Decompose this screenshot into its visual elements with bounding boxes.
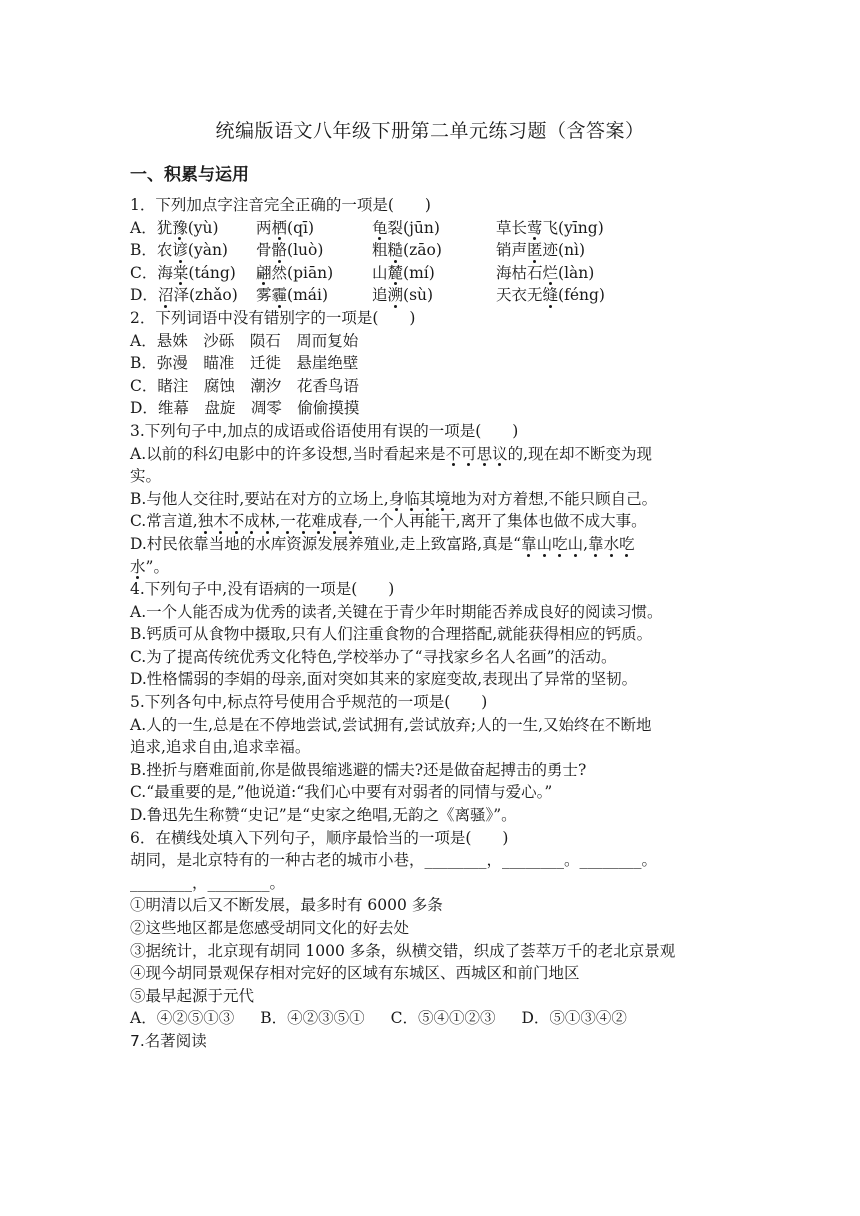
dotted-char: 莺 xyxy=(527,217,543,240)
question-3-option-c: C.常言道,独木不成林,一花难成春,一个人再能干,离开了集体也做不成大事。 xyxy=(130,510,730,533)
question-6-sentence-3: ③据统计，北京现有胡同 1000 多条，纵横交错，织成了荟萃万千的老北京景观 xyxy=(130,941,676,960)
question-5-option-d: D.鲁迅先生称赞“史记”是“史家之绝唱,无韵之《离骚》”。 xyxy=(130,806,517,825)
dotted-char: 山 xyxy=(537,533,553,556)
dotted-char: 糙 xyxy=(388,239,404,262)
question-5-option-a-cont: 追求,追求自由,追求幸福。 xyxy=(130,738,311,757)
question-2-option-c: C．睹注 腐蚀 潮汐 花香鸟语 xyxy=(130,376,359,395)
dotted-phrase xyxy=(198,512,276,530)
question-4-option-c: C.为了提高传统优秀文化特色,学校举办了“寻找家乡名人名画”的活动。 xyxy=(130,647,617,666)
question-1-stem: 1．下列加点字注音完全正确的一项是( ) xyxy=(130,196,431,214)
question-3-option-a: A.以前的科幻电影中的许多设想,当时看起来是不可思议的,现在却不断变为现 xyxy=(130,443,730,466)
dotted-phrase xyxy=(130,558,146,576)
dotted-char: 临 xyxy=(404,488,420,511)
question-1-option-c: C．海棠(táng) 翩然(piān) 山麓(mí) 海枯石烂(làn) xyxy=(130,262,730,285)
dotted-char: 棠 xyxy=(173,262,189,285)
document-title: 统编版语文八年级下册第二单元练习题（含答案） xyxy=(215,120,645,142)
choice-a: A．④②⑤①③ xyxy=(130,1009,235,1028)
dotted-char: 独 xyxy=(198,510,214,533)
dotted-char: 水 xyxy=(130,556,146,579)
question-2-option-d: D．维幕 盘旋 凋零 偷偷摸摸 xyxy=(130,399,360,418)
dotted-char: 翩 xyxy=(256,262,272,285)
question-6-stem: 6．在横线处填入下列句子，顺序最恰当的一项是( ) xyxy=(130,828,509,847)
question-5-option-a: A.人的一生,总是在不停地尝试,尝试拥有,尝试放弃;人的一生,又始终在不断地 xyxy=(130,715,652,734)
question-7-stem: 7.名著阅读 xyxy=(130,1031,207,1050)
dotted-phrase xyxy=(280,512,358,530)
dotted-phrase xyxy=(446,445,508,463)
question-2-option-a: A．悬姝 沙砾 陨石 周而复始 xyxy=(130,331,359,350)
question-4-option-d: D.性格懦弱的李娟的母亲,面对突如其来的家庭变故,表现出了异常的坚韧。 xyxy=(130,670,638,689)
dotted-char: 木 xyxy=(213,510,229,533)
dotted-char: 不 xyxy=(446,443,462,466)
question-6-sentence-1: ①明清以后又不断发展，最多时有 6000 多条 xyxy=(130,896,443,915)
question-1-option-a: A．犹豫(yù) 两栖(qī) 龟裂(jūn) 草长莺飞(yīng) xyxy=(130,217,730,240)
question-5-option-c: C.“最重要的是,”他说道:“我们心中要有对弱者的同情与爱心。” xyxy=(130,783,553,802)
dotted-char: 春 xyxy=(342,510,358,533)
dotted-phrase xyxy=(521,535,583,553)
dotted-char: 可 xyxy=(461,443,477,466)
dotted-char: 难 xyxy=(311,510,327,533)
dotted-char: 栖 xyxy=(272,217,288,240)
choice-b: B．④②③⑤① xyxy=(260,1009,365,1028)
question-4-stem: 4.下列句子中,没有语病的一项是( ) xyxy=(130,580,395,599)
dotted-char: 水 xyxy=(604,533,620,556)
question-6-passage: 胡同，是北京特有的一种古老的城市小巷，________，________。________。 xyxy=(130,851,658,870)
dotted-char: 花 xyxy=(296,510,312,533)
question-list xyxy=(130,194,730,1053)
dotted-phrase xyxy=(588,535,635,553)
dotted-char: 靠 xyxy=(588,533,604,556)
dotted-char: 不 xyxy=(229,510,245,533)
dotted-char: 成 xyxy=(327,510,343,533)
question-2-stem: 2．下列词语中没有错别字的一项是( ) xyxy=(130,308,416,327)
question-1-option-b: B．农谚(yàn) 骨骼(luò) 粗糙(zāo) 销声匿迹(nì) xyxy=(130,239,730,262)
dotted-char: 吃 xyxy=(552,533,568,556)
dotted-char: 山 xyxy=(568,533,584,556)
dotted-char: 成 xyxy=(244,510,260,533)
choice-d: D．⑤①③④② xyxy=(521,1009,627,1028)
dotted-phrase xyxy=(389,490,451,508)
question-3-option-d-cont: 水”。 xyxy=(130,556,730,579)
dotted-char: 缝 xyxy=(543,284,559,307)
question-5-option-b: B.挫折与磨难面前,你是做畏缩逃避的懦夫?还是做奋起搏击的勇士? xyxy=(130,760,587,779)
question-3-option-d: D.村民依靠当地的水库资源发展养殖业,走上致富路,真是“靠山吃山,靠水吃 xyxy=(130,533,730,556)
question-2-option-b: B．弥漫 瞄准 迁徙 悬崖绝壁 xyxy=(130,354,359,373)
question-4-option-b: B.钙质可从食物中摄取,只有人们注重食物的合理搭配,就能获得相应的钙质。 xyxy=(130,625,653,644)
dotted-char: 思 xyxy=(477,443,493,466)
question-6-choices xyxy=(130,1007,730,1030)
dotted-char: 一 xyxy=(280,510,296,533)
dotted-char: 靠 xyxy=(521,533,537,556)
question-1-option-d: D．沼泽(zhǎo) 雾霾(mái) 追溯(sù) 天衣无缝(féng) xyxy=(130,284,730,307)
choice-c: C．⑤④①②③ xyxy=(390,1009,496,1028)
question-6-passage-cont: ________，________。 xyxy=(130,873,286,892)
question-3-option-a-cont: 实。 xyxy=(130,467,162,486)
dotted-char: 匿 xyxy=(527,239,543,262)
question-6-sentence-5: ⑤最早起源于元代 xyxy=(130,986,255,1005)
dotted-char: 其 xyxy=(420,488,436,511)
question-6-sentence-2: ②这些地区都是您感受胡同文化的好去处 xyxy=(130,919,410,937)
dotted-char: 身 xyxy=(389,488,405,511)
question-3-option-b: B.与他人交往时,要站在对方的立场上,身临其境地为对方着想,不能只顾自己。 xyxy=(130,488,730,511)
dotted-char: 境 xyxy=(435,488,451,511)
dotted-char: 龟 xyxy=(372,217,388,240)
section-heading: 一、积累与运用 xyxy=(130,165,249,185)
dotted-char: 沼 xyxy=(158,284,174,307)
question-3-stem: 3.下列句子中,加点的成语或俗语使用有误的一项是( ) xyxy=(130,421,519,440)
dotted-char: 吃 xyxy=(619,533,635,556)
question-5-stem: 5.下列各句中,标点符号使用合乎规范的一项是( ) xyxy=(130,693,488,712)
dotted-char: 烂 xyxy=(543,262,559,285)
dotted-char: 豫 xyxy=(172,217,188,240)
dotted-char: 议 xyxy=(492,443,508,466)
question-4-option-a: A.一个人能否成为优秀的读者,关键在于青少年时期能否养成良好的阅读习惯。 xyxy=(130,602,663,621)
dotted-char: 霾 xyxy=(272,284,288,307)
question-6-sentence-4: ④现今胡同景观保存相对完好的区域有东城区、西城区和前门地区 xyxy=(130,964,580,983)
dotted-char: 骼 xyxy=(272,239,288,262)
dotted-char: 溯 xyxy=(388,284,404,307)
dotted-char: 谚 xyxy=(172,239,188,262)
dotted-char: 林 xyxy=(260,510,276,533)
dotted-char: 麓 xyxy=(388,262,404,285)
